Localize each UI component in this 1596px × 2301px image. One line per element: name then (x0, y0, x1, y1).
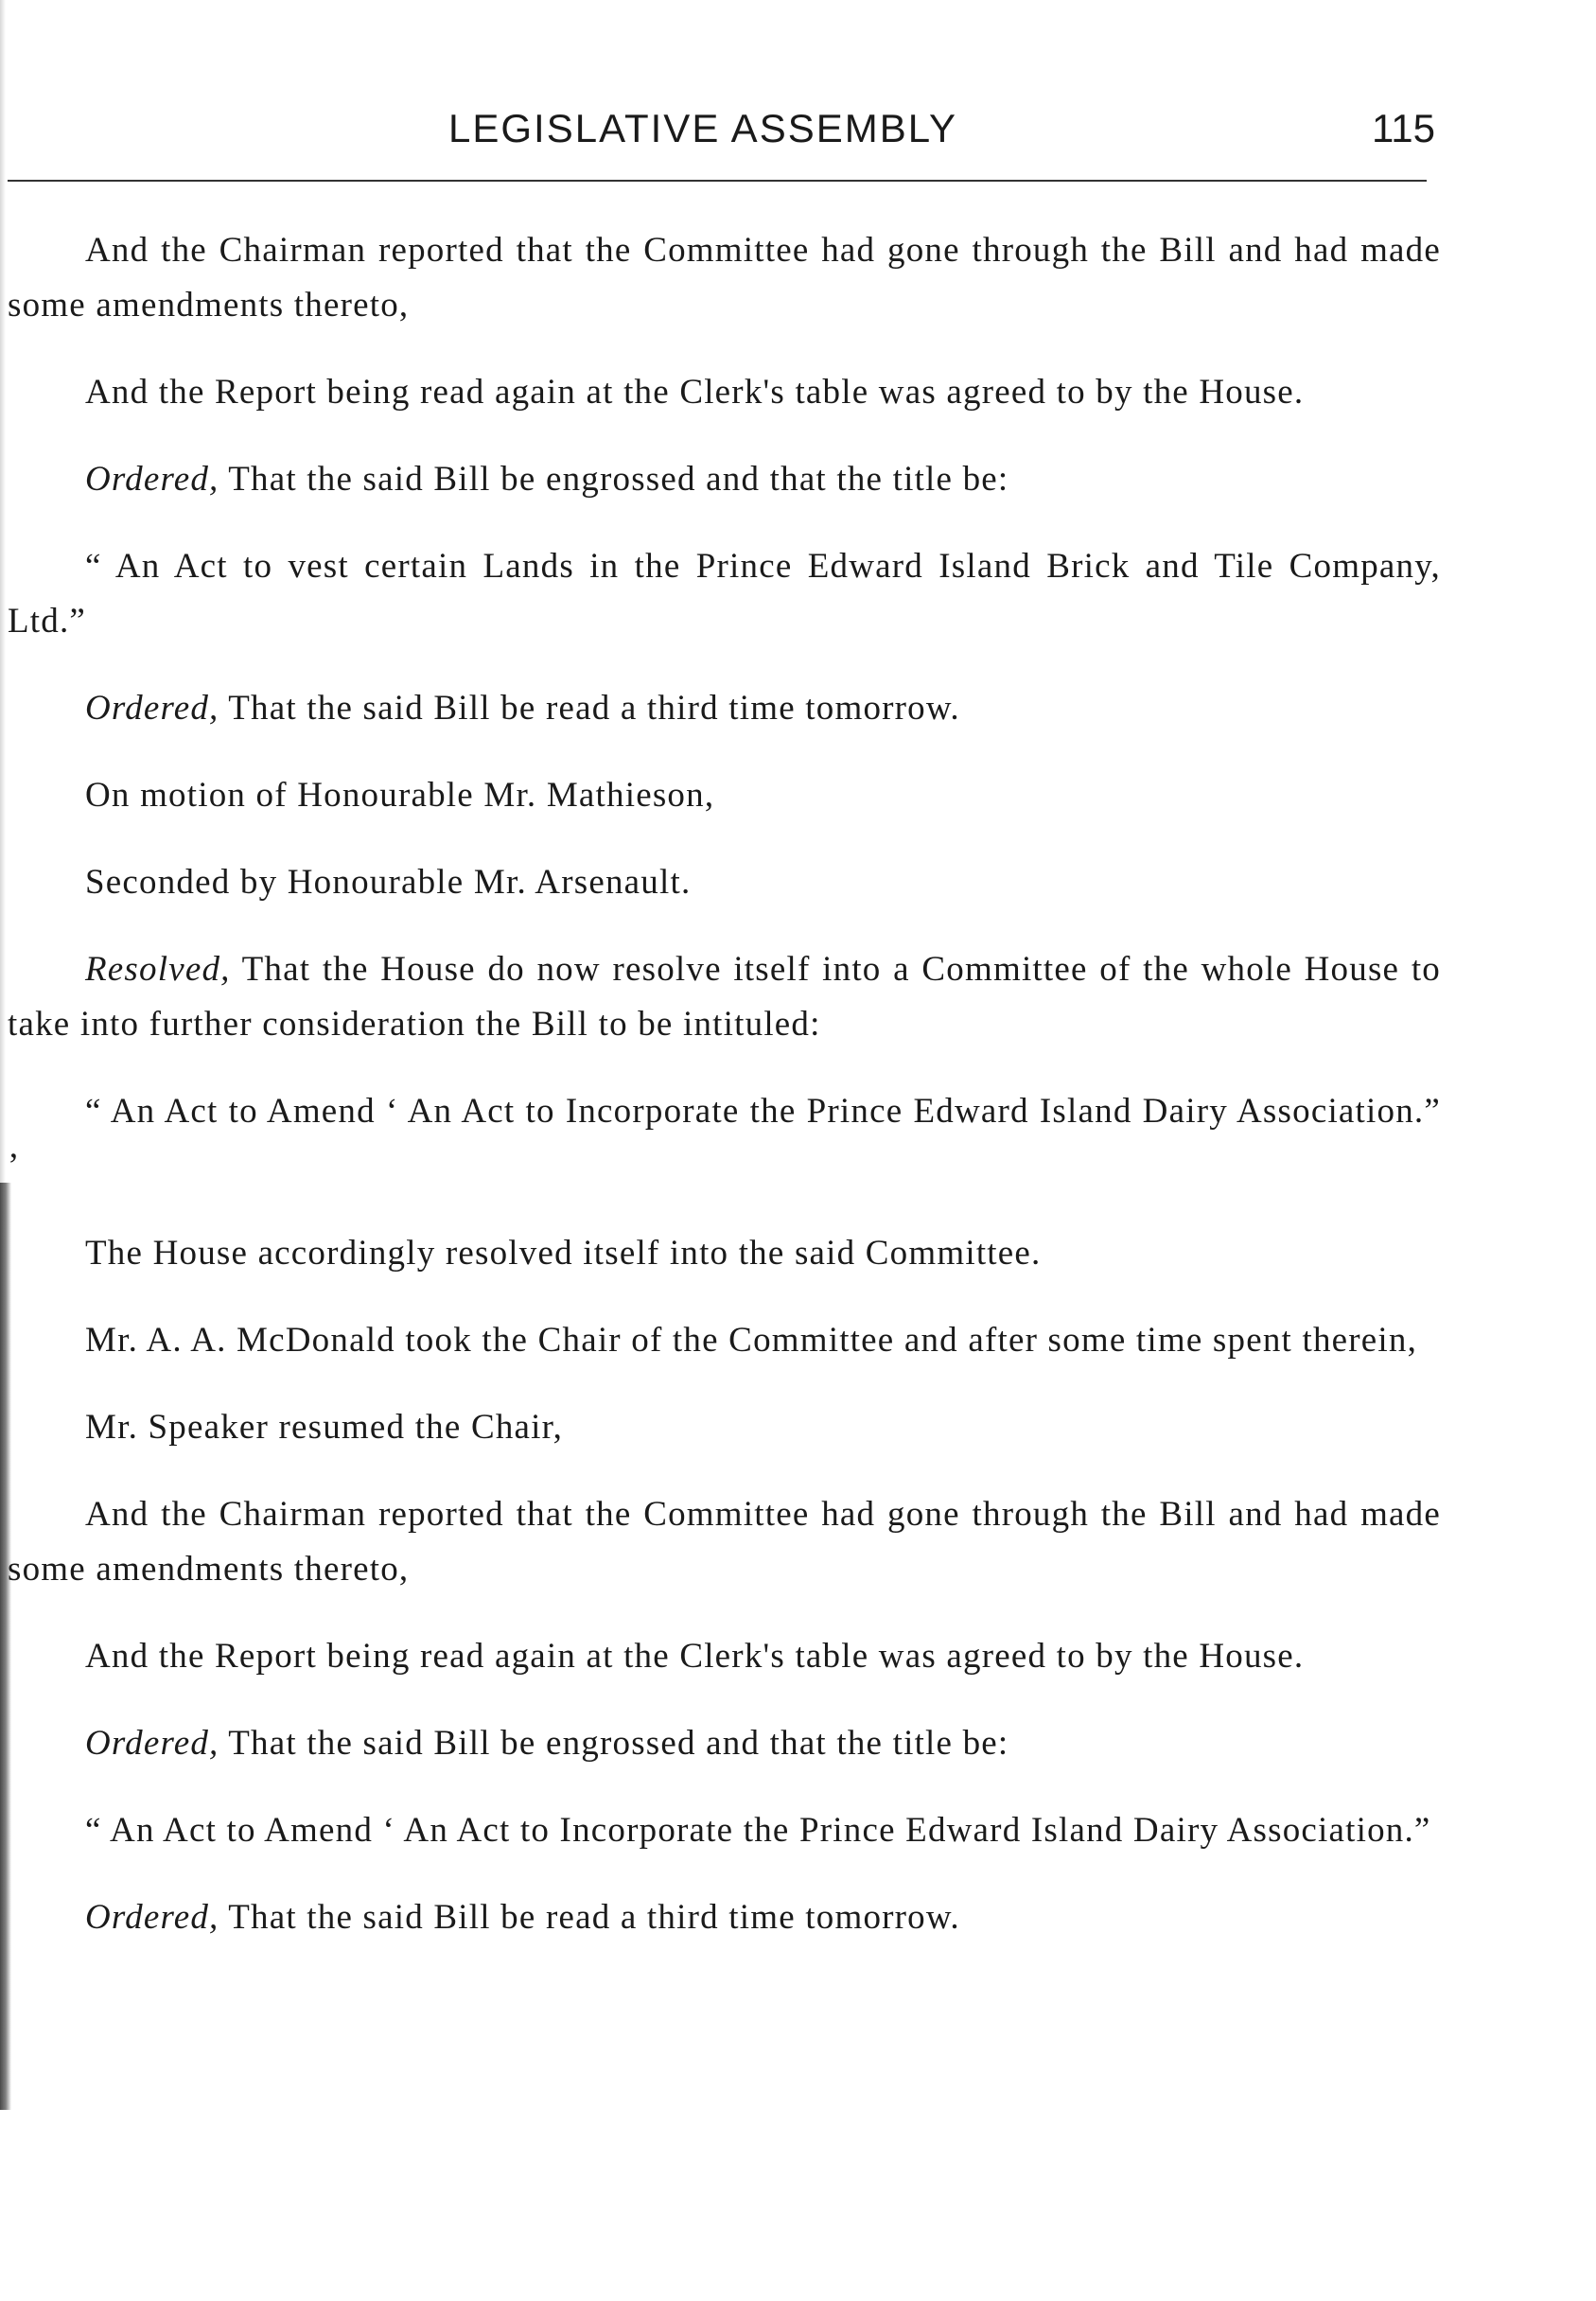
paragraph-lead: Ordered, (85, 1724, 219, 1763)
paragraph (8, 855, 1441, 910)
paragraph (8, 1313, 1441, 1368)
paragraph-text: That the said Bill be engrossed and that the title be: (219, 1724, 1009, 1763)
paragraph (8, 1400, 1441, 1455)
paragraph (8, 452, 1441, 507)
page-number: 115 (1372, 106, 1435, 150)
paragraph (8, 1487, 1441, 1597)
paragraph-text: On motion of Honourable Mr. Mathieson, (85, 776, 715, 815)
paragraph-text: “ An Act to vest certain Lands in the Prince Edward Island Brick and Tile Company, Ltd.” (8, 547, 1441, 641)
paragraph-lead: Resolved, (85, 950, 231, 989)
paragraph-text: And the Chairman reported that the Committee had gone through the Bill and had made some amendments thereto, (8, 1495, 1441, 1589)
paragraph (8, 681, 1441, 736)
paragraph-text: That the said Bill be read a third time tomorrow. (219, 689, 960, 728)
paragraph-text: “ An Act to Amend ‘ An Act to Incorporate the Prince Edward Island Dairy Association.” (85, 1811, 1431, 1850)
paragraph (8, 1629, 1441, 1684)
paragraph-text: That the House do now resolve itself into a Committee of the whole House to take into further consideration the Bill to be intituled: (8, 950, 1441, 1044)
paragraph-text: And the Chairman reported that the Committee had gone through the Bill and had made some amendments thereto, (8, 231, 1441, 325)
paragraph-text: Mr. Speaker resumed the Chair, (85, 1408, 564, 1447)
paragraph-text: The House accordingly resolved itself into the said Committee. (85, 1234, 1042, 1273)
paragraph-text: “ An Act to Amend ‘ An Act to Incorporate the Prince Edward Island Dairy Association.” ’ (8, 1092, 1441, 1186)
paragraph-lead: Ordered, (85, 689, 219, 728)
paragraph (8, 1803, 1441, 1858)
paragraph (8, 1890, 1441, 1945)
paragraph (8, 942, 1441, 1052)
header-rule (8, 180, 1427, 182)
running-title: LEGISLATIVE ASSEMBLY (448, 106, 957, 150)
paragraph-text: And the Report being read again at the Clerk's table was agreed to by the House. (85, 373, 1305, 412)
paragraph-text: Seconded by Honourable Mr. Arsenault. (85, 863, 692, 902)
page-edge-shadow-top (0, 0, 6, 1183)
page-body (8, 223, 1441, 1977)
paragraph (8, 768, 1441, 823)
paragraph-text: That the said Bill be engrossed and that the title be: (219, 460, 1009, 499)
paragraph-lead: Ordered, (85, 1898, 219, 1937)
paragraph-text: That the said Bill be read a third time tomorrow. (219, 1898, 960, 1937)
paragraph (8, 539, 1441, 649)
paragraph-text: And the Report being read again at the Clerk's table was agreed to by the House. (85, 1637, 1305, 1676)
paragraph-text: Mr. A. A. McDonald took the Chair of the Committee and after some time spent therein, (85, 1321, 1418, 1360)
paragraph (8, 1716, 1441, 1771)
page-header (0, 106, 1596, 163)
paragraph (8, 1084, 1441, 1194)
paragraph (8, 1226, 1441, 1281)
paragraph (8, 223, 1441, 333)
paragraph (8, 365, 1441, 420)
paragraph-lead: Ordered, (85, 460, 219, 499)
